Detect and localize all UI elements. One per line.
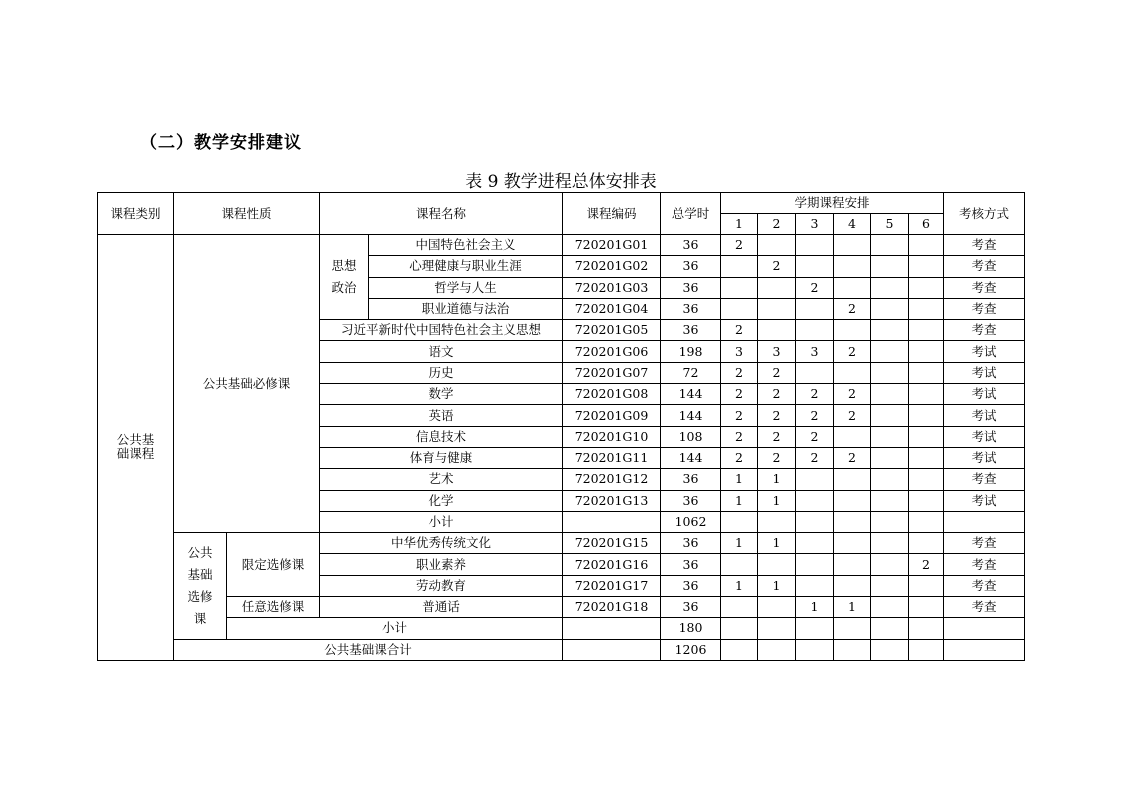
semester-cell xyxy=(796,511,834,532)
semester-cell xyxy=(909,362,944,383)
name-cell: 职业道德与法治 xyxy=(369,298,563,319)
header-semester: 1 xyxy=(721,214,758,235)
name-cell: 公共基础课合计 xyxy=(174,639,563,660)
header-nature: 课程性质 xyxy=(174,193,320,235)
semester-cell xyxy=(758,235,796,256)
semester-cell: 2 xyxy=(796,384,834,405)
code-cell: 720201G03 xyxy=(563,277,661,298)
semester-cell xyxy=(909,341,944,362)
semester-cell: 2 xyxy=(721,405,758,426)
hours-cell: 36 xyxy=(661,490,721,511)
semester-cell xyxy=(909,490,944,511)
semester-cell xyxy=(796,362,834,383)
semester-cell: 2 xyxy=(796,405,834,426)
semester-cell xyxy=(834,277,871,298)
assessment-cell: 考查 xyxy=(944,235,1025,256)
code-cell: 720201G18 xyxy=(563,597,661,618)
semester-cell: 1 xyxy=(758,533,796,554)
hours-cell: 36 xyxy=(661,575,721,596)
semester-cell: 2 xyxy=(721,320,758,341)
code-cell xyxy=(563,618,661,639)
hours-cell: 1206 xyxy=(661,639,721,660)
name-cell: 小计 xyxy=(320,511,563,532)
semester-cell: 2 xyxy=(758,405,796,426)
nature-elective-cell: 公共基础选修课 xyxy=(174,533,227,639)
hours-cell: 36 xyxy=(661,256,721,277)
name-cell: 小计 xyxy=(227,618,563,639)
semester-cell xyxy=(721,298,758,319)
name-cell: 中华优秀传统文化 xyxy=(320,533,563,554)
semester-cell xyxy=(909,533,944,554)
semester-cell: 2 xyxy=(721,384,758,405)
semester-cell xyxy=(871,405,909,426)
hours-cell: 180 xyxy=(661,618,721,639)
semester-cell xyxy=(796,235,834,256)
semester-cell xyxy=(909,384,944,405)
code-cell: 720201G01 xyxy=(563,235,661,256)
semester-cell: 2 xyxy=(909,554,944,575)
semester-cell: 1 xyxy=(721,490,758,511)
assessment-cell: 考试 xyxy=(944,405,1025,426)
name-cell: 历史 xyxy=(320,362,563,383)
assessment-cell: 考查 xyxy=(944,575,1025,596)
semester-cell xyxy=(871,277,909,298)
semester-cell xyxy=(721,618,758,639)
header-semester: 2 xyxy=(758,214,796,235)
semester-cell xyxy=(758,618,796,639)
semester-cell xyxy=(909,256,944,277)
semester-cell xyxy=(871,533,909,554)
semester-cell xyxy=(871,575,909,596)
semester-cell xyxy=(871,511,909,532)
semester-cell xyxy=(871,597,909,618)
header-semester: 3 xyxy=(796,214,834,235)
semester-cell: 3 xyxy=(796,341,834,362)
semester-cell xyxy=(871,298,909,319)
semester-cell: 1 xyxy=(721,575,758,596)
semester-cell xyxy=(909,405,944,426)
table-row xyxy=(98,533,1025,554)
code-cell: 720201G04 xyxy=(563,298,661,319)
semester-cell xyxy=(721,256,758,277)
code-cell: 720201G06 xyxy=(563,341,661,362)
assessment-cell: 考查 xyxy=(944,277,1025,298)
semester-cell xyxy=(834,235,871,256)
header-semester: 4 xyxy=(834,214,871,235)
semester-cell: 2 xyxy=(721,235,758,256)
semester-cell xyxy=(796,256,834,277)
semester-cell xyxy=(871,235,909,256)
assessment-cell xyxy=(944,639,1025,660)
header-name: 课程名称 xyxy=(320,193,563,235)
semester-cell xyxy=(834,469,871,490)
code-cell: 720201G16 xyxy=(563,554,661,575)
hours-cell: 144 xyxy=(661,405,721,426)
semester-cell xyxy=(796,533,834,554)
semester-cell: 2 xyxy=(834,341,871,362)
code-cell: 720201G12 xyxy=(563,469,661,490)
code-cell: 720201G09 xyxy=(563,405,661,426)
semester-cell xyxy=(834,575,871,596)
assessment-cell: 考查 xyxy=(944,298,1025,319)
hours-cell: 72 xyxy=(661,362,721,383)
hours-cell: 144 xyxy=(661,447,721,468)
semester-cell xyxy=(796,469,834,490)
semester-cell xyxy=(871,618,909,639)
code-cell: 720201G11 xyxy=(563,447,661,468)
semester-cell xyxy=(834,511,871,532)
semester-cell: 3 xyxy=(758,341,796,362)
semester-cell: 2 xyxy=(834,298,871,319)
name-cell: 信息技术 xyxy=(320,426,563,447)
semester-cell: 2 xyxy=(834,447,871,468)
hours-cell: 36 xyxy=(661,235,721,256)
semester-cell: 2 xyxy=(758,362,796,383)
semester-cell: 2 xyxy=(758,256,796,277)
semester-cell xyxy=(871,469,909,490)
semester-cell xyxy=(834,426,871,447)
semester-cell xyxy=(909,618,944,639)
assessment-cell xyxy=(944,511,1025,532)
semester-cell xyxy=(758,597,796,618)
semester-cell xyxy=(871,490,909,511)
code-cell xyxy=(563,511,661,532)
code-cell: 720201G17 xyxy=(563,575,661,596)
semester-cell xyxy=(909,447,944,468)
semester-cell xyxy=(834,256,871,277)
header-semester: 5 xyxy=(871,214,909,235)
semester-cell xyxy=(796,320,834,341)
semester-cell: 1 xyxy=(834,597,871,618)
semester-cell xyxy=(909,597,944,618)
name-cell: 英语 xyxy=(320,405,563,426)
name-cell: 化学 xyxy=(320,490,563,511)
assessment-cell: 考试 xyxy=(944,490,1025,511)
assessment-cell xyxy=(944,618,1025,639)
semester-cell xyxy=(909,575,944,596)
semester-cell: 2 xyxy=(834,405,871,426)
semester-cell xyxy=(871,256,909,277)
header-code: 课程编码 xyxy=(563,193,661,235)
semester-cell xyxy=(796,639,834,660)
semester-cell xyxy=(871,320,909,341)
header-semester-group: 学期课程安排 xyxy=(721,193,944,214)
name-cell: 心理健康与职业生涯 xyxy=(369,256,563,277)
hours-cell: 1062 xyxy=(661,511,721,532)
name-cell: 职业素养 xyxy=(320,554,563,575)
semester-cell: 2 xyxy=(834,384,871,405)
header-category: 课程类别 xyxy=(98,193,174,235)
semester-cell xyxy=(871,554,909,575)
table-row xyxy=(98,639,1025,660)
semester-cell xyxy=(834,533,871,554)
semester-cell xyxy=(796,298,834,319)
section-heading: （二）教学安排建议 xyxy=(140,133,302,153)
code-cell: 720201G13 xyxy=(563,490,661,511)
code-cell: 720201G08 xyxy=(563,384,661,405)
semester-cell xyxy=(909,277,944,298)
hours-cell: 36 xyxy=(661,469,721,490)
semester-cell: 2 xyxy=(721,362,758,383)
name-cell: 普通话 xyxy=(320,597,563,618)
semester-cell xyxy=(721,639,758,660)
name-cell: 艺术 xyxy=(320,469,563,490)
semester-cell xyxy=(758,277,796,298)
header-semester: 6 xyxy=(909,214,944,235)
table-caption: 表 9 教学进程总体安排表 xyxy=(465,172,657,192)
table-row xyxy=(98,235,1025,256)
semester-cell xyxy=(909,426,944,447)
semester-cell xyxy=(758,554,796,575)
semester-cell xyxy=(758,639,796,660)
assessment-cell: 考查 xyxy=(944,533,1025,554)
assessment-cell: 考试 xyxy=(944,426,1025,447)
semester-cell xyxy=(758,298,796,319)
nature-required-cell: 公共基础必修课 xyxy=(174,235,320,533)
code-cell: 720201G07 xyxy=(563,362,661,383)
semester-cell xyxy=(834,639,871,660)
semester-cell: 2 xyxy=(758,447,796,468)
semester-cell xyxy=(871,639,909,660)
category-cell: 公共基础课程 xyxy=(98,235,174,661)
hours-cell: 198 xyxy=(661,341,721,362)
table-row xyxy=(98,618,1025,639)
header-hours: 总学时 xyxy=(661,193,721,235)
assessment-cell: 考查 xyxy=(944,256,1025,277)
semester-cell: 2 xyxy=(721,426,758,447)
semester-cell xyxy=(721,597,758,618)
name-cell: 体育与健康 xyxy=(320,447,563,468)
nature-limited-cell: 限定选修课 xyxy=(227,533,320,597)
semester-cell xyxy=(834,362,871,383)
semester-cell xyxy=(909,469,944,490)
semester-cell xyxy=(909,639,944,660)
semester-cell xyxy=(721,511,758,532)
hours-cell: 36 xyxy=(661,597,721,618)
semester-cell xyxy=(796,575,834,596)
assessment-cell: 考试 xyxy=(944,447,1025,468)
semester-cell xyxy=(758,320,796,341)
header-row-1 xyxy=(98,193,1025,214)
code-cell xyxy=(563,639,661,660)
hours-cell: 36 xyxy=(661,320,721,341)
hours-cell: 36 xyxy=(661,298,721,319)
semester-cell xyxy=(796,490,834,511)
semester-cell xyxy=(871,362,909,383)
name-cell: 中国特色社会主义 xyxy=(369,235,563,256)
hours-cell: 36 xyxy=(661,554,721,575)
semester-cell: 2 xyxy=(796,447,834,468)
hours-cell: 108 xyxy=(661,426,721,447)
semester-cell: 1 xyxy=(721,533,758,554)
name-cell: 哲学与人生 xyxy=(369,277,563,298)
semester-cell: 2 xyxy=(758,426,796,447)
semester-cell xyxy=(871,341,909,362)
code-cell: 720201G15 xyxy=(563,533,661,554)
assessment-cell: 考查 xyxy=(944,469,1025,490)
politics-cell: 思想政治 xyxy=(320,235,369,320)
code-cell: 720201G05 xyxy=(563,320,661,341)
code-cell: 720201G02 xyxy=(563,256,661,277)
semester-cell: 1 xyxy=(758,575,796,596)
semester-cell: 2 xyxy=(796,426,834,447)
semester-cell xyxy=(796,618,834,639)
semester-cell: 2 xyxy=(796,277,834,298)
semester-cell: 3 xyxy=(721,341,758,362)
semester-cell: 1 xyxy=(721,469,758,490)
semester-cell xyxy=(796,554,834,575)
assessment-cell: 考查 xyxy=(944,320,1025,341)
semester-cell xyxy=(834,554,871,575)
assessment-cell: 考试 xyxy=(944,341,1025,362)
semester-cell: 1 xyxy=(758,469,796,490)
name-cell: 习近平新时代中国特色社会主义思想 xyxy=(320,320,563,341)
name-cell: 语文 xyxy=(320,341,563,362)
semester-cell: 1 xyxy=(796,597,834,618)
semester-cell: 2 xyxy=(721,447,758,468)
name-cell: 劳动教育 xyxy=(320,575,563,596)
semester-cell xyxy=(721,554,758,575)
hours-cell: 36 xyxy=(661,533,721,554)
semester-cell xyxy=(909,320,944,341)
semester-cell xyxy=(871,447,909,468)
table-row xyxy=(98,597,1025,618)
code-cell: 720201G10 xyxy=(563,426,661,447)
semester-cell: 2 xyxy=(758,384,796,405)
semester-cell: 1 xyxy=(758,490,796,511)
semester-cell xyxy=(758,511,796,532)
teaching-plan-table xyxy=(97,192,1025,661)
hours-cell: 144 xyxy=(661,384,721,405)
hours-cell: 36 xyxy=(661,277,721,298)
semester-cell xyxy=(909,235,944,256)
semester-cell xyxy=(871,384,909,405)
assessment-cell: 考查 xyxy=(944,554,1025,575)
assessment-cell: 考试 xyxy=(944,384,1025,405)
semester-cell xyxy=(909,511,944,532)
nature-optional-cell: 任意选修课 xyxy=(227,597,320,618)
assessment-cell: 考试 xyxy=(944,362,1025,383)
semester-cell xyxy=(834,320,871,341)
assessment-cell: 考查 xyxy=(944,597,1025,618)
semester-cell xyxy=(721,277,758,298)
name-cell: 数学 xyxy=(320,384,563,405)
semester-cell xyxy=(834,618,871,639)
semester-cell xyxy=(871,426,909,447)
header-assessment: 考核方式 xyxy=(944,193,1025,235)
semester-cell xyxy=(909,298,944,319)
semester-cell xyxy=(834,490,871,511)
